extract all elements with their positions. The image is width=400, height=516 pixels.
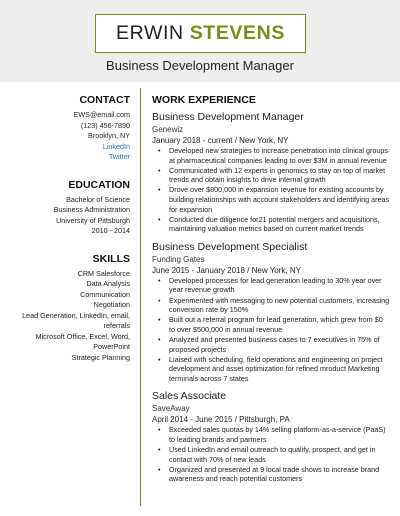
job-entry bbox=[152, 241, 390, 384]
job-bullet: • Conducted due diligence for21 potential mergers and acquisitions, maintaining valuation metrics based on current market trends bbox=[158, 215, 390, 234]
contact-section bbox=[0, 94, 130, 163]
column-divider bbox=[140, 88, 141, 506]
education-section bbox=[0, 179, 130, 237]
name-box bbox=[95, 14, 306, 53]
job-bullets bbox=[158, 425, 390, 484]
job-company: Funding Gates bbox=[152, 254, 205, 264]
skill-item: CRM Salesforce bbox=[77, 268, 130, 278]
skill-item: Negotiation bbox=[93, 300, 130, 309]
skills-section bbox=[0, 253, 130, 364]
job-title: Business Development Manager bbox=[106, 58, 294, 73]
job-bullet: • Liaised with scheduling, field operations and engineering on project development and asset optimization for refined mroduct Marketing terminals across 7 states bbox=[158, 355, 390, 384]
left-column bbox=[0, 94, 130, 379]
skill-item: Data Analysis bbox=[86, 279, 130, 288]
job-bullet: • Built out a referral program for lead generation, which grew from $0 to over $500,000 in annual revenue bbox=[158, 315, 390, 334]
twitter-link[interactable]: Twitter bbox=[108, 152, 130, 161]
contact-heading: CONTACT bbox=[79, 94, 130, 106]
linkedin-link[interactable]: LinkedIn bbox=[102, 141, 130, 151]
job-dates: April 2014 - June 2015 / Pittsburgh, PA bbox=[152, 415, 290, 425]
job-bullets bbox=[158, 146, 390, 234]
job-bullet: • Experimented with messaging to new potential customers, increasing conversion rate by 150% bbox=[158, 296, 390, 315]
education-degree: Bachelor of Science bbox=[66, 194, 130, 204]
skill-item: Lead Generation, LinkedIn, email, bbox=[22, 310, 130, 320]
skill-item: Strategic Planning bbox=[71, 352, 130, 362]
job-role: Business Development Specialist bbox=[152, 240, 308, 253]
job-bullet: • Used LinkedIn and email outreach to qualify, prospect, and get in contact with 70% of new leads bbox=[158, 445, 390, 464]
education-major: Business Administration bbox=[53, 205, 130, 214]
job-role: Sales Associate bbox=[152, 390, 227, 403]
skill-item: referrals bbox=[103, 321, 130, 330]
job-company: SaveAway bbox=[152, 404, 190, 414]
job-bullet: • Developed processes for lead generation leading to 30% year over year revenue growth bbox=[158, 276, 390, 295]
first-name: ERWIN bbox=[116, 22, 184, 44]
job-entry bbox=[152, 111, 390, 234]
job-bullet: • Developed new strategies to increase penetration into clinical groups at pharmaceutical companies leading to over $3M in annual revenue bbox=[158, 146, 390, 165]
right-column bbox=[152, 94, 390, 491]
skill-item: Communication bbox=[80, 289, 130, 299]
job-bullet: • Drove over $800,000 in expansion revenue for existing accounts by building relationships with account stakeholders and identifying areas for expansion bbox=[158, 185, 390, 214]
skill-item: PowerPoint bbox=[93, 342, 130, 351]
job-company: Genewiz bbox=[152, 125, 184, 134]
job-entry bbox=[152, 390, 390, 484]
last-name: STEVENS bbox=[189, 22, 285, 44]
education-heading: EDUCATION bbox=[68, 178, 130, 191]
contact-location: Brooklyn, NY bbox=[88, 131, 130, 140]
work-experience-heading: WORK EXPERIENCE bbox=[152, 94, 256, 106]
education-years: 2010 - 2014 bbox=[91, 226, 130, 235]
education-school: University of Pittsburgh bbox=[56, 215, 130, 225]
skill-item: Microsoft Office, Excel, Word, bbox=[35, 331, 130, 341]
contact-phone: (123) 456-7890 bbox=[80, 120, 130, 130]
skills-heading: SKILLS bbox=[92, 252, 130, 265]
job-bullet: • Communicated with 12 experts in genomics to stay on top of market trends and obtain insights to drive internal growth bbox=[158, 166, 390, 185]
job-bullet: • Organized and presented at 9 local trade shows to increase brand awareness and reach potential customers bbox=[158, 465, 390, 484]
contact-email: EWS@email.com bbox=[73, 110, 130, 119]
job-dates: June 2015 - January 2018 / New York, NY bbox=[152, 265, 301, 275]
job-dates: January 2018 - current / New York, NY bbox=[152, 136, 289, 145]
job-bullet: • Exceeded sales quotas by 14% selling platform-as-a-service (PaaS) to leading brands and partners bbox=[158, 425, 390, 444]
job-bullet: • Analyzed and presented business cases to 7 executives in 75% of proposed projects bbox=[158, 335, 390, 354]
job-bullets bbox=[158, 276, 390, 384]
job-role: Business Development Manager bbox=[152, 111, 304, 123]
